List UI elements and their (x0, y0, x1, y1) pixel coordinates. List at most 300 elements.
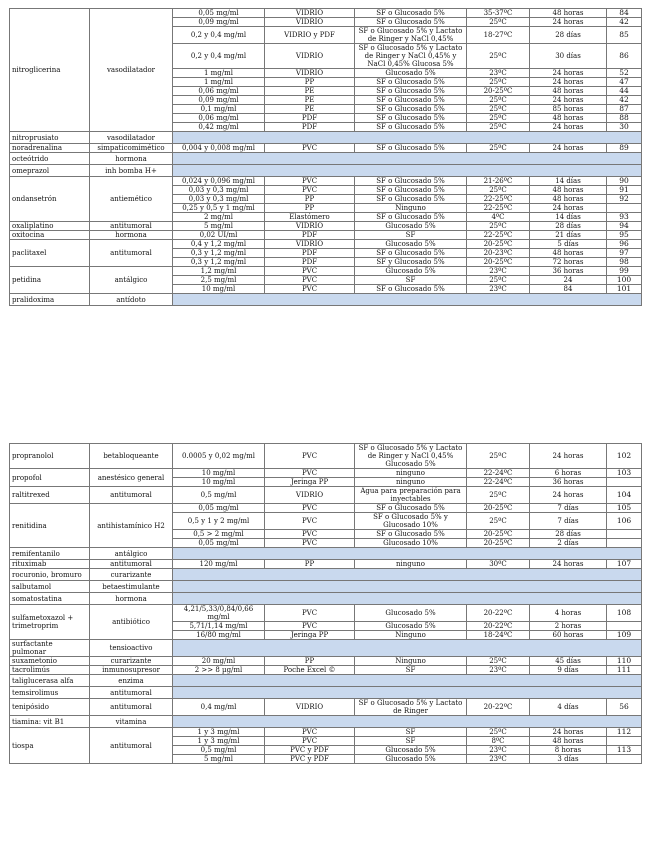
drug-name: remifentanilo (10, 548, 90, 560)
temperature: 25ºC (467, 276, 530, 285)
solvent: Glucosado 5% (355, 605, 467, 622)
temperature: 23ºC (467, 285, 530, 294)
therapeutic-group: inh bomba H+ (90, 165, 173, 177)
reference-number: 109 (607, 631, 642, 640)
therapeutic-group: betaestimulante (90, 581, 173, 593)
container: PVC (265, 444, 355, 469)
solvent: Glucosado 5% (355, 240, 467, 249)
concentration: 2 mg/ml (173, 213, 265, 222)
drug-name: nitroprusiato (10, 132, 90, 144)
table-row (10, 132, 642, 144)
concentration: 0,5 y 1 y 2 mg/ml (173, 513, 265, 530)
reference-number: 94 (607, 222, 642, 231)
container: PVC (265, 737, 355, 746)
concentration: 1 mg/ml (173, 78, 265, 87)
solvent: SF (355, 737, 467, 746)
drug-name: oxitocina (10, 231, 90, 240)
reference-number (607, 755, 642, 764)
therapeutic-group: antihistamínico H2 (90, 504, 173, 548)
table-row (10, 444, 642, 469)
duration: 48 horas (530, 87, 607, 96)
solvent: SF o Glucosado 5% (355, 195, 467, 204)
container: PVC (265, 276, 355, 285)
container: VIDRIO (265, 222, 355, 231)
container: PP (265, 657, 355, 666)
container: PVC (265, 530, 355, 539)
concentration: 0.0005 y 0,02 mg/ml (173, 444, 265, 469)
container: PP (265, 195, 355, 204)
reference-number: 42 (607, 18, 642, 27)
temperature: 25ºC (467, 728, 530, 737)
temperature: 25ºC (467, 78, 530, 87)
container: PVC (265, 539, 355, 548)
reference-number (607, 737, 642, 746)
reference-number: 111 (607, 666, 642, 675)
table-row (10, 699, 642, 716)
duration: 24 horas (530, 204, 607, 213)
temperature: 20-25ºC (467, 504, 530, 513)
temperature: 23ºC (467, 755, 530, 764)
empty-data-cell (173, 165, 642, 177)
concentration: 1 mg/ml (173, 69, 265, 78)
reference-number: 52 (607, 69, 642, 78)
duration: 2 horas (530, 622, 607, 631)
reference-number: 90 (607, 177, 642, 186)
container: PDF (265, 114, 355, 123)
reference-number: 84 (607, 9, 642, 18)
temperature: 23ºC (467, 666, 530, 675)
therapeutic-group: hormona (90, 593, 173, 605)
duration: 28 días (530, 530, 607, 539)
reference-number: 92 (607, 195, 642, 204)
temperature: 22-24ºC (467, 469, 530, 478)
container: PVC (265, 513, 355, 530)
therapeutic-group: antitumoral (90, 487, 173, 504)
concentration: 0,5 mg/ml (173, 487, 265, 504)
container: PE (265, 96, 355, 105)
duration: 84 (530, 285, 607, 294)
duration: 28 días (530, 27, 607, 44)
solvent: Glucosado 5% (355, 222, 467, 231)
container: PE (265, 105, 355, 114)
table-row (10, 640, 642, 657)
temperature: 25ºC (467, 444, 530, 469)
reference-number: 106 (607, 513, 642, 530)
stability-table-1 (9, 8, 642, 306)
solvent: SF o Glucosado 5% y Glucosado 10% (355, 513, 467, 530)
table-row (10, 267, 642, 276)
concentration: 1 y 3 mg/ml (173, 737, 265, 746)
temperature: 25ºC (467, 96, 530, 105)
reference-number: 98 (607, 258, 642, 267)
solvent: SF o Glucosado 5% (355, 105, 467, 114)
solvent: SF o Glucosado 5% (355, 144, 467, 153)
table-row (10, 560, 642, 569)
temperature: 25ºC (467, 114, 530, 123)
solvent: SF o Glucosado 5% (355, 285, 467, 294)
duration: 72 horas (530, 258, 607, 267)
table-row (10, 593, 642, 605)
container: VIDRIO (265, 9, 355, 18)
duration: 24 horas (530, 69, 607, 78)
reference-number (607, 204, 642, 213)
table-row (10, 569, 642, 581)
drug-name: paclitaxel (10, 240, 90, 267)
therapeutic-group: vitamina (90, 716, 173, 728)
table-row (10, 294, 642, 306)
temperature: 8ºC (467, 737, 530, 746)
duration: 6 horas (530, 469, 607, 478)
empty-data-cell (173, 675, 642, 687)
therapeutic-group: hormona (90, 153, 173, 165)
solvent: SF o Glucosado 5% y Lactato de Ringer y NaCl 0,45% Glucosado 5% (355, 444, 467, 469)
reference-number: 85 (607, 27, 642, 44)
concentration: 16/80 mg/ml (173, 631, 265, 640)
solvent: SF o Glucosado 5% (355, 78, 467, 87)
solvent: SF (355, 276, 467, 285)
container: PVC y PDF (265, 755, 355, 764)
empty-data-cell (173, 569, 642, 581)
table-row (10, 675, 642, 687)
concentration: 0,06 mg/ml (173, 114, 265, 123)
temperature: 20-25ºC (467, 240, 530, 249)
concentration: 0,05 mg/ml (173, 504, 265, 513)
duration: 3 días (530, 755, 607, 764)
empty-data-cell (173, 687, 642, 699)
duration: 7 días (530, 504, 607, 513)
empty-data-cell (173, 294, 642, 306)
empty-data-cell (173, 548, 642, 560)
reference-number: 91 (607, 186, 642, 195)
drug-name: temsirolimus (10, 687, 90, 699)
duration: 14 días (530, 213, 607, 222)
temperature: 20-25ºC (467, 530, 530, 539)
duration: 24 horas (530, 444, 607, 469)
concentration: 0,3 y 1,2 mg/ml (173, 249, 265, 258)
concentration: 5 mg/ml (173, 755, 265, 764)
reference-number: 105 (607, 504, 642, 513)
container: VIDRIO (265, 699, 355, 716)
reference-number (607, 622, 642, 631)
therapeutic-group: curarizante (90, 657, 173, 666)
concentration: 0,5 mg/ml (173, 746, 265, 755)
container: PVC (265, 267, 355, 276)
concentration: 10 mg/ml (173, 285, 265, 294)
duration: 28 días (530, 222, 607, 231)
table-row (10, 581, 642, 593)
therapeutic-group: betabloqueante (90, 444, 173, 469)
therapeutic-group: antitumoral (90, 687, 173, 699)
table-row (10, 605, 642, 622)
container: PDF (265, 123, 355, 132)
container: PDF (265, 258, 355, 267)
concentration: 1,2 mg/ml (173, 267, 265, 276)
temperature: 18-27ºC (467, 27, 530, 44)
solvent: Glucosado 5% (355, 755, 467, 764)
solvent: Ninguno (355, 657, 467, 666)
drug-name: octeótrido (10, 153, 90, 165)
drug-name: raltitrexed (10, 487, 90, 504)
duration: 7 días (530, 513, 607, 530)
reference-number: 101 (607, 285, 642, 294)
duration: 14 días (530, 177, 607, 186)
reference-number: 95 (607, 231, 642, 240)
reference-number: 47 (607, 78, 642, 87)
concentration: 0,06 mg/ml (173, 87, 265, 96)
solvent: ninguno (355, 560, 467, 569)
concentration: 120 mg/ml (173, 560, 265, 569)
reference-number: 96 (607, 240, 642, 249)
concentration: 0,4 y 1,2 mg/ml (173, 240, 265, 249)
drug-name: somatostatina (10, 593, 90, 605)
temperature: 25ºC (467, 186, 530, 195)
solvent: SF o Glucosado 5% y Lactato de Ringer y NaCl 0,45% (355, 27, 467, 44)
reference-number: 113 (607, 746, 642, 755)
duration: 4 horas (530, 605, 607, 622)
solvent: SF o Glucosado 5% (355, 123, 467, 132)
concentration: 20 mg/ml (173, 657, 265, 666)
solvent: Glucosado 10% (355, 539, 467, 548)
solvent: SF o Glucosado 5% (355, 177, 467, 186)
duration: 2 días (530, 539, 607, 548)
reference-number: 93 (607, 213, 642, 222)
temperature: 25ºC (467, 487, 530, 504)
container: PVC (265, 728, 355, 737)
solvent: Glucosado 5% (355, 69, 467, 78)
solvent: Glucosado 5% (355, 746, 467, 755)
container: PE (265, 87, 355, 96)
solvent: ninguno (355, 469, 467, 478)
temperature: 20-25ºC (467, 87, 530, 96)
temperature: 20-22ºC (467, 622, 530, 631)
temperature: 20-22ºC (467, 699, 530, 716)
therapeutic-group: simpaticomimético (90, 144, 173, 153)
empty-data-cell (173, 640, 642, 657)
concentration: 10 mg/ml (173, 478, 265, 487)
concentration: 10 mg/ml (173, 469, 265, 478)
therapeutic-group: tensioactivo (90, 640, 173, 657)
solvent: SF o Glucosado 5% (355, 18, 467, 27)
reference-number: 110 (607, 657, 642, 666)
container: PP (265, 78, 355, 87)
concentration: 0,42 mg/ml (173, 123, 265, 132)
therapeutic-group: antitumoral (90, 240, 173, 267)
concentration: 0,25 y 0,5 y 1 mg/ml (173, 204, 265, 213)
solvent: SF o Glucosado 5% (355, 249, 467, 258)
temperature: 25ºC (467, 105, 530, 114)
container: PVC (265, 186, 355, 195)
duration: 48 horas (530, 186, 607, 195)
table-row (10, 177, 642, 186)
solvent: SF o Glucosado 5% (355, 87, 467, 96)
solvent: SF o Glucosado 5% y Lactato de Ringer y NaCl 0,45% y NaCl 0,45% Glucosa 5% (355, 44, 467, 69)
reference-number: 56 (607, 699, 642, 716)
concentration: 0,03 y 0,3 mg/ml (173, 195, 265, 204)
reference-number: 107 (607, 560, 642, 569)
container: PVC (265, 177, 355, 186)
table-row (10, 487, 642, 504)
drug-name: suxametonio (10, 657, 90, 666)
drug-name: tenipósido (10, 699, 90, 716)
duration: 8 horas (530, 746, 607, 755)
concentration: 0,09 mg/ml (173, 18, 265, 27)
reference-number: 99 (607, 267, 642, 276)
concentration: 0,4 mg/ml (173, 699, 265, 716)
container: VIDRIO (265, 44, 355, 69)
therapeutic-group: antiemético (90, 177, 173, 222)
table-row (10, 666, 642, 675)
duration: 4 días (530, 699, 607, 716)
duration: 48 horas (530, 737, 607, 746)
concentration: 1 y 3 mg/ml (173, 728, 265, 737)
drug-name: omeprazol (10, 165, 90, 177)
therapeutic-group: antitumoral (90, 699, 173, 716)
temperature: 18-24ºC (467, 631, 530, 640)
temperature: 22-25ºC (467, 231, 530, 240)
therapeutic-group: antídoto (90, 294, 173, 306)
solvent: SF o Glucosado 5% (355, 504, 467, 513)
container: VIDRIO (265, 240, 355, 249)
reference-number: 103 (607, 469, 642, 478)
duration: 45 días (530, 657, 607, 666)
duration: 48 horas (530, 114, 607, 123)
concentration: 0,05 mg/ml (173, 539, 265, 548)
therapeutic-group: antitumoral (90, 560, 173, 569)
drug-name: tiamina: vit B1 (10, 716, 90, 728)
container: PP (265, 560, 355, 569)
reference-number (607, 539, 642, 548)
reference-number: 104 (607, 487, 642, 504)
duration: 36 horas (530, 478, 607, 487)
solvent: Glucosado 5% (355, 267, 467, 276)
container: PVC (265, 144, 355, 153)
duration: 36 horas (530, 267, 607, 276)
temperature: 21-26ºC (467, 177, 530, 186)
container: VIDRIO (265, 18, 355, 27)
duration: 48 horas (530, 249, 607, 258)
solvent: SF (355, 666, 467, 675)
concentration: 5 mg/ml (173, 222, 265, 231)
concentration: 0,024 y 0,096 mg/ml (173, 177, 265, 186)
drug-name: sulfametoxazol + trimetroprim (10, 605, 90, 640)
temperature: 23ºC (467, 69, 530, 78)
reference-number: 86 (607, 44, 642, 69)
concentration: 0,1 mg/ml (173, 105, 265, 114)
duration: 24 horas (530, 18, 607, 27)
therapeutic-group: anestésico general (90, 469, 173, 487)
duration: 60 horas (530, 631, 607, 640)
therapeutic-group: vasodilatador (90, 9, 173, 132)
container: PP (265, 204, 355, 213)
duration: 48 horas (530, 9, 607, 18)
drug-name: tacrolimús (10, 666, 90, 675)
container: PVC (265, 285, 355, 294)
solvent: SF o Glucosado 5% (355, 9, 467, 18)
duration: 48 horas (530, 195, 607, 204)
duration: 24 horas (530, 560, 607, 569)
solvent: SF (355, 728, 467, 737)
drug-name: rituximab (10, 560, 90, 569)
reference-number: 44 (607, 87, 642, 96)
empty-data-cell (173, 581, 642, 593)
drug-name: noradrenalina (10, 144, 90, 153)
drug-name: ondansetrón (10, 177, 90, 222)
concentration: 2 >> 8 µg/ml (173, 666, 265, 675)
concentration: 0,02 UI/ml (173, 231, 265, 240)
container: VIDRIO (265, 69, 355, 78)
table-row (10, 222, 642, 231)
drug-name: surfactante pulmonar (10, 640, 90, 657)
container: Jeringa PP (265, 478, 355, 487)
solvent: SF o Glucosado 5% (355, 186, 467, 195)
table-row (10, 144, 642, 153)
drug-name: petidina (10, 267, 90, 294)
solvent: SF o Glucosado 5% (355, 530, 467, 539)
drug-name: propranolol (10, 444, 90, 469)
concentration: 5,71/1,14 mg/ml (173, 622, 265, 631)
empty-data-cell (173, 153, 642, 165)
duration: 24 horas (530, 487, 607, 504)
solvent: SF o Glucosado 5% (355, 213, 467, 222)
table-row (10, 504, 642, 513)
reference-number: 88 (607, 114, 642, 123)
solvent: Glucosado 5% (355, 622, 467, 631)
table-row (10, 165, 642, 177)
drug-name: rocuronio, bromuro (10, 569, 90, 581)
temperature: 25ºC (467, 123, 530, 132)
temperature: 25ºC (467, 144, 530, 153)
reference-number: 42 (607, 96, 642, 105)
reference-number: 108 (607, 605, 642, 622)
solvent: SF o Glucosado 5% (355, 114, 467, 123)
container: PVC (265, 469, 355, 478)
temperature: 20-22ºC (467, 605, 530, 622)
reference-number: 102 (607, 444, 642, 469)
solvent: Agua para preparación para inyectables (355, 487, 467, 504)
solvent: SF y Glucosado 5% (355, 258, 467, 267)
reference-number: 87 (607, 105, 642, 114)
temperature: 20-25ºC (467, 539, 530, 548)
stability-table-2 (9, 443, 642, 764)
duration: 24 horas (530, 728, 607, 737)
therapeutic-group: antálgico (90, 267, 173, 294)
temperature: 22-24ºC (467, 478, 530, 487)
duration: 9 días (530, 666, 607, 675)
solvent: Ninguno (355, 204, 467, 213)
table-row (10, 716, 642, 728)
concentration: 0,004 y 0,008 mg/ml (173, 144, 265, 153)
temperature: 4ºC (467, 213, 530, 222)
drug-name: salbutamol (10, 581, 90, 593)
concentration: 2,5 mg/ml (173, 276, 265, 285)
empty-data-cell (173, 716, 642, 728)
container: VIDRIO y PDF (265, 27, 355, 44)
therapeutic-group: antitumoral (90, 222, 173, 231)
therapeutic-group: hormona (90, 231, 173, 240)
temperature: 23ºC (467, 746, 530, 755)
therapeutic-group: curarizante (90, 569, 173, 581)
concentration: 0,2 y 0,4 mg/ml (173, 44, 265, 69)
therapeutic-group: antitumoral (90, 728, 173, 764)
duration: 21 días (530, 231, 607, 240)
drug-name: nitroglicerina (10, 9, 90, 132)
duration: 24 horas (530, 96, 607, 105)
reference-number: 89 (607, 144, 642, 153)
table-row (10, 657, 642, 666)
temperature: 25ºC (467, 222, 530, 231)
duration: 5 días (530, 240, 607, 249)
temperature: 22-25ºC (467, 204, 530, 213)
